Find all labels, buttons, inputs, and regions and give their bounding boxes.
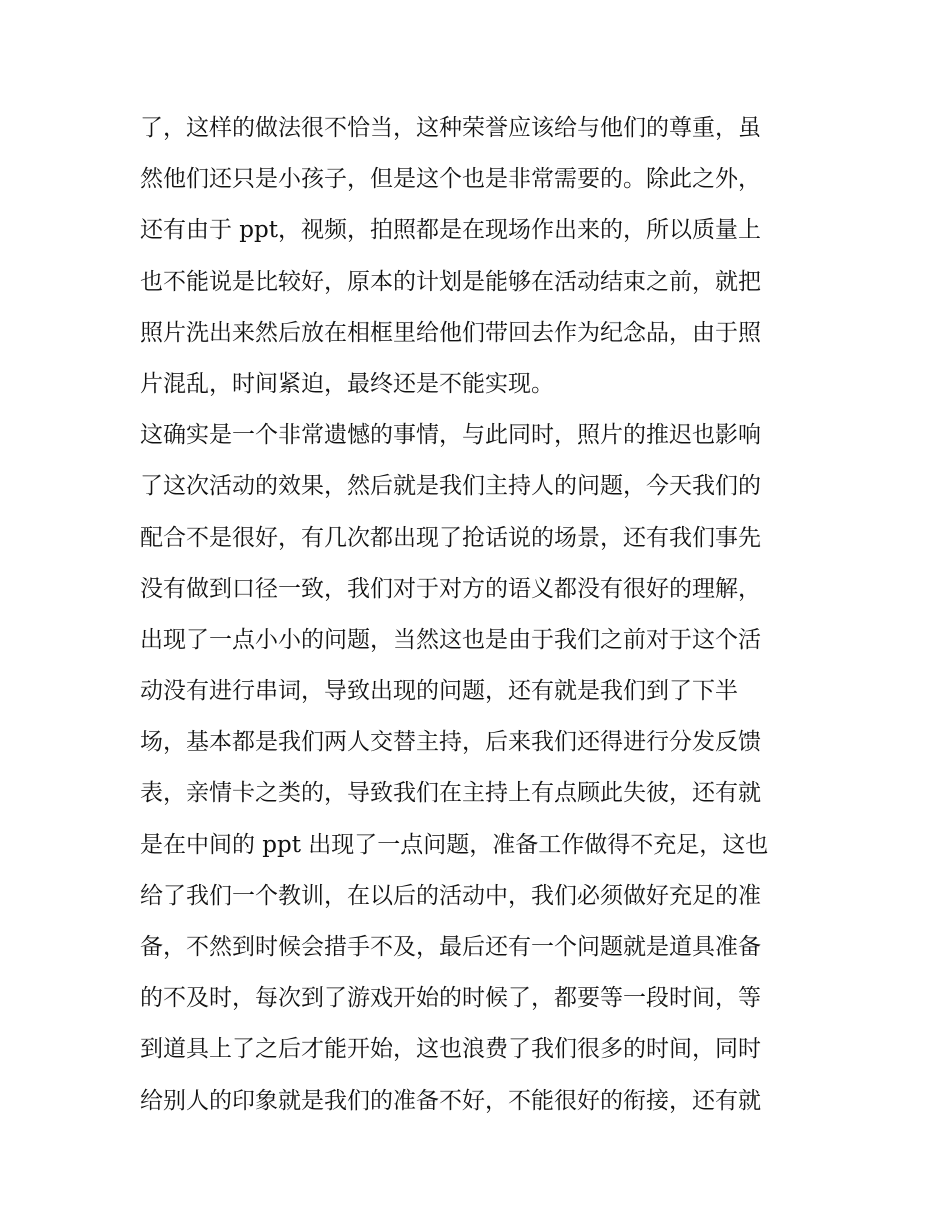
text-line-14: 表，亲情卡之类的，导致我们在主持上有点顾此失彼，还有就 [140,780,761,807]
text-line-16: 给了我们一个教训，在以后的活动中，我们必须做好充足的准 [140,882,761,909]
text-line-18: 的不及时，每次到了游戏开始的时候了，都要等一段时间，等 [140,985,761,1012]
text-line-11: 出现了一点小小的问题，当然这也是由于我们之前对于这个活 [140,626,761,653]
text-line-15: 是在中间的 ppt 出现了一点问题，准备工作做得不充足，这也 [140,831,769,858]
text-line-1: 了，这样的做法很不恰当，这种荣誉应该给与他们的尊重，虽 [140,115,761,141]
text-line-4: 也不能说是比较好，原本的计划是能够在活动结束之前，就把 [140,268,761,295]
text-line-20: 给别人的印象就是我们的准备不好，不能很好的衔接，还有就 [140,1087,761,1114]
text-line-2: 然他们还只是小孩子，但是这个也是非常需要的。除此之外， [140,166,761,193]
text-line-8: 了这次活动的效果，然后就是我们主持人的问题，今天我们的 [140,473,761,500]
text-line-7: 这确实是一个非常遗憾的事情，与此同时，照片的推迟也影响 [140,422,761,449]
text-line-3: 还有由于 ppt，视频，拍照都是在现场作出来的，所以质量上 [140,217,761,244]
text-line-13: 场，基本都是我们两人交替主持，后来我们还得进行分发反馈 [140,729,761,756]
text-line-5: 照片洗出来然后放在相框里给他们带回去作为纪念品，由于照 [140,319,761,346]
body-text [140,103,820,1127]
text-line-10: 没有做到口径一致，我们对于对方的语义都没有很好的理解， [140,575,761,602]
text-line-9: 配合不是很好，有几次都出现了抢话说的场景，还有我们事先 [140,524,761,551]
text-line-12: 动没有进行串词，导致出现的问题，还有就是我们到了下半 [140,678,738,705]
text-line-6: 片混乱，时间紧迫，最终还是不能实现。 [140,370,554,397]
text-line-19: 到道具上了之后才能开始，这也浪费了我们很多的时间，同时 [140,1036,761,1063]
text-line-17: 备，不然到时候会措手不及，最后还有一个问题就是道具准备 [140,934,761,960]
